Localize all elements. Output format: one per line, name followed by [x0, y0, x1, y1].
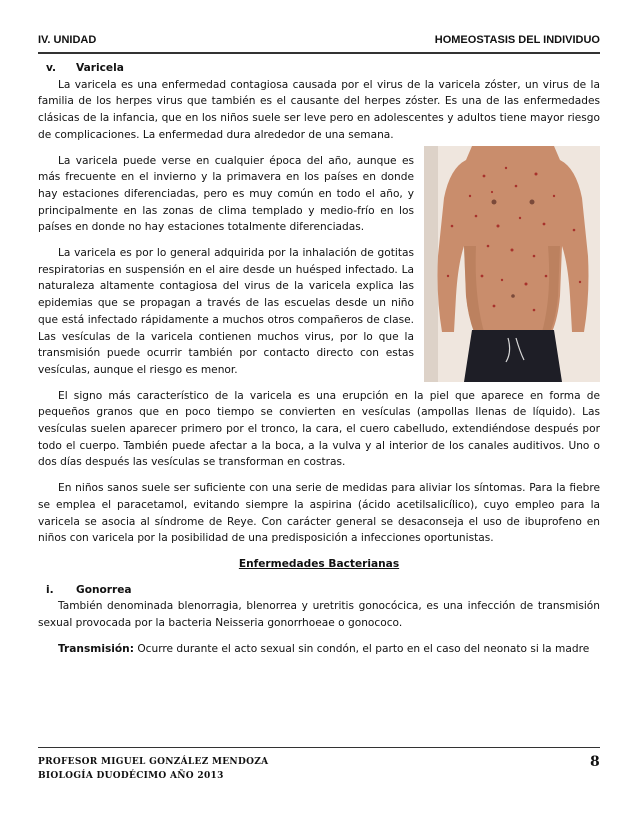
page-content [38, 60, 600, 658]
nipple-right [530, 199, 535, 204]
varicela-heading [38, 60, 600, 77]
transmission-text: Ocurre durante el acto sexual sin condón, el parto en el caso del neonato si la madre [133, 642, 590, 655]
navel [511, 294, 515, 298]
gonorrea-transmission [38, 641, 600, 658]
varicela-paragraph-4: El signo más característico de la varicela es una erupción en la piel que aparece en forma de pequeños granos que en poco tiempo se convierten en vesículas (ampollas llenas de líquido). Las vesículas suelen aparecer primero por el tronco, la cara, el cuero cabelludo, extendiéndose después por todo el cuerpo. También puede afectar a la boca, a la vulva y al interior de los canales auditivos. Uno o dos días después las vesículas se transforman en costras. [38, 389, 600, 469]
varicela-photo [424, 146, 600, 382]
footer-divider [38, 747, 600, 748]
nipple-left [492, 199, 497, 204]
footer-teacher: PROFESOR MIGUEL GONZÁLEZ MENDOZA [38, 757, 269, 767]
gonorrea-title: Gonorrea [76, 583, 132, 596]
gonorrea-number: i. [46, 583, 54, 596]
varicela-paragraph-1: La varicela es una enfermedad contagiosa causada por el virus de la varicela zóster, un virus de la familia de los herpes virus que también es el causante del herpes zóster. Es una de las enfermedades clásicas de la infancia, que en los niños suele ser leve pero en adolescentes y adultos tiene mayor riesgo de complicaciones. La enfermedad dura alrededor de una semana. [38, 78, 600, 141]
varicela-paragraph-2: La varicela puede verse en cualquier época del año, aunque es más frecuente en el invierno y la primavera en los países en donde hay estaciones diferenciadas, pero es muy común en todo el año, y principalmente en las zonas de clima templado y medio-frío en los países en donde no hay estaciones totalmente diferenciadas. [38, 154, 414, 234]
gonorrea-paragraph-1: También denominada blenorragia, blenorrea y uretritis gonocócica, es una infección de transmisión sexual provocada por la bacteria Neisseria gonorrhoeae o gonococo. [38, 600, 600, 630]
varicela-paragraph-5: En niños sanos suele ser suficiente con una serie de medidas para aliviar los síntomas. Para la fiebre se emplea el paracetamol, evitando siempre la aspirina (ácido acetilsalicílico), cuyo empleo para la varicela se asocia al síndrome de Reye. Con carácter general se desaconseja el uso de ibuprofeno en niños con varicela por la posibilidad de una predisposición a infecciones oportunistas. [38, 482, 600, 545]
unit-title: HOMEOSTASIS DEL INDIVIDUO [434, 34, 600, 46]
shorts [464, 330, 562, 382]
header-divider [38, 52, 600, 54]
bacterial-diseases-heading: Enfermedades Bacterianas [238, 557, 400, 570]
page-number: 8 [589, 754, 600, 770]
varicela-title: Varicela [76, 62, 124, 74]
photo-wall-shadow [424, 146, 438, 382]
transmission-label: Transmisión: [58, 642, 134, 655]
gonorrea-heading [38, 582, 600, 599]
footer-course: BIOLOGÍA DUODÉCIMO AÑO 2013 [38, 771, 224, 781]
unit-label: IV. UNIDAD [38, 34, 97, 46]
page-footer [38, 755, 600, 783]
varicela-number: v. [46, 62, 57, 74]
varicela-paragraph-3: La varicela es por lo general adquirida por la inhalación de gotitas respiratorias en suspensión en el aire desde un huésped infectado. La naturaleza altamente contagiosa del virus de la varicela explica las epidemias que se propagan a través de las escuelas desde un niño que está infectado rápidamente a muchos otros compañeros de clase. Las vesículas de la varicela contienen muchos virus, por lo que la transmisión puede ocurrir también por contacto directo con estas vesículas, aunque el riesgo es menor. [38, 247, 414, 376]
